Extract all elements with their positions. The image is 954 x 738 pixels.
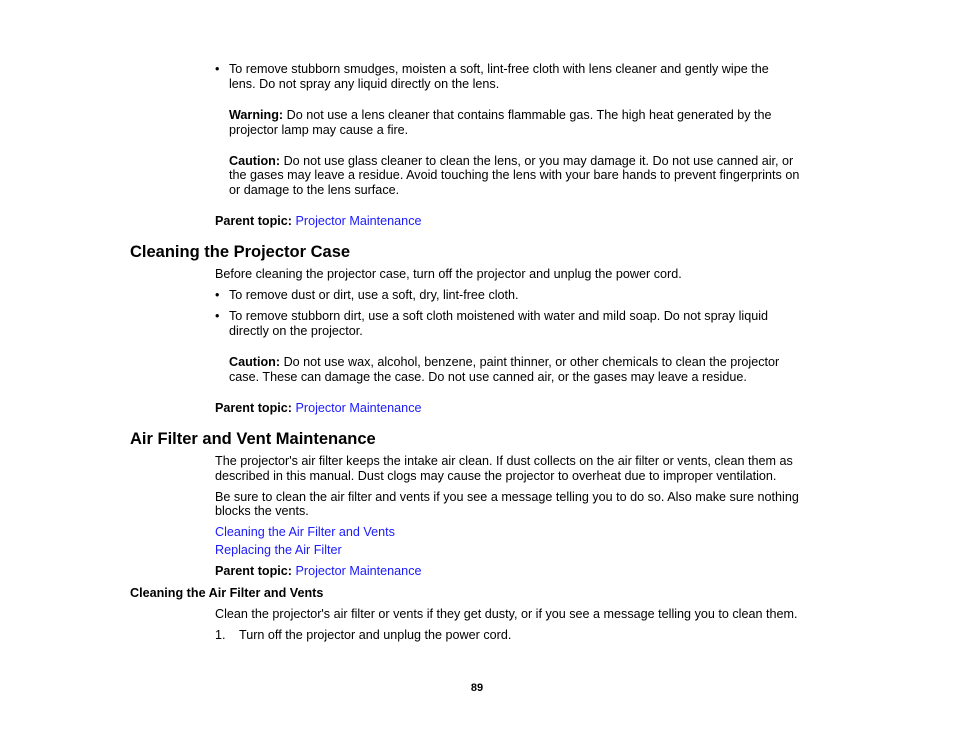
caution-line2: the gases may leave a residue. Avoid touching the lens with your bare hands to prevent fingerprints on [229,168,800,182]
warning-text: Do not use a lens cleaner that contains flammable gas. The high heat generated by the [283,108,772,122]
caution-line3: or damage to the lens surface. [229,183,400,197]
link-cleaning-air-filter[interactable]: Cleaning the Air Filter and Vents [215,525,395,539]
bullet-marker: • [215,62,220,76]
air-filter-para1-line2: described in this manual. Dust clogs may cause the projector to overheat due to improper ventilation. [215,469,777,483]
page-number: 89 [470,682,484,694]
parent-topic-label: Parent topic: [215,401,292,415]
lens-bullet-line2: lens. Do not spray any liquid directly on the lens. [229,77,500,91]
air-filter-para2-line1: Be sure to clean the air filter and vents if you see a message telling you to do so. Also make sure nothing [215,490,799,504]
section-heading-air-filter: Air Filter and Vent Maintenance [130,430,376,448]
case-bullet1: To remove dust or dirt, use a soft, dry, lint-free cloth. [229,288,519,302]
warning-label: Warning: [229,108,284,122]
caution-label: Caution: [229,355,281,369]
parent-topic-label: Parent topic: [215,564,292,578]
section-heading-projector-case: Cleaning the Projector Case [130,243,351,261]
warning-line2: projector lamp may cause a fire. [229,123,409,137]
parent-topic [215,401,830,416]
caution-label: Caution: [229,154,281,168]
link-replacing-air-filter[interactable]: Replacing the Air Filter [215,543,342,557]
parent-topic-link[interactable]: Projector Maintenance [295,214,422,228]
cleaning-vents-intro: Clean the projector's air filter or vents if they get dusty, or if you see a message telling you to clean them. [215,607,798,621]
parent-topic [215,564,830,579]
link-row [215,525,830,540]
case-bullet2-line1: To remove stubborn dirt, use a soft cloth moistened with water and mild soap. Do not spray liquid [229,309,769,323]
step-1: Turn off the projector and unplug the power cord. [239,628,512,642]
parent-topic-label: Parent topic: [215,214,292,228]
bullet-marker: • [215,288,220,302]
warning-line1 [229,108,829,123]
caution-text: Do not use glass cleaner to clean the lens, or you may damage it. Do not use canned air, or [280,154,794,168]
caution-text: Do not use wax, alcohol, benzene, paint thinner, or other chemicals to clean the projector [280,355,780,369]
case-caution-line2: case. These can damage the case. Do not use canned air, or the gases may leave a residue. [229,370,747,384]
lens-bullet-line1: To remove stubborn smudges, moisten a soft, lint-free cloth with lens cleaner and gently wipe the [229,62,769,76]
link-row [215,543,830,558]
air-filter-para1-line1: The projector's air filter keeps the intake air clean. If dust collects on the air filter or vents, clean them as [215,454,793,468]
parent-topic-link[interactable]: Projector Maintenance [295,401,422,415]
bullet-marker: • [215,309,220,323]
step-number: 1. [215,628,226,642]
parent-topic-link[interactable]: Projector Maintenance [295,564,422,578]
case-bullet2-line2: directly on the projector. [229,324,363,338]
case-caution-line1 [229,355,829,370]
subsection-heading-cleaning-vents: Cleaning the Air Filter and Vents [130,586,324,600]
caution-line1 [229,154,829,169]
case-intro: Before cleaning the projector case, turn off the projector and unplug the power cord. [215,267,682,281]
parent-topic [215,214,830,229]
air-filter-para2-line2: blocks the vents. [215,504,309,518]
